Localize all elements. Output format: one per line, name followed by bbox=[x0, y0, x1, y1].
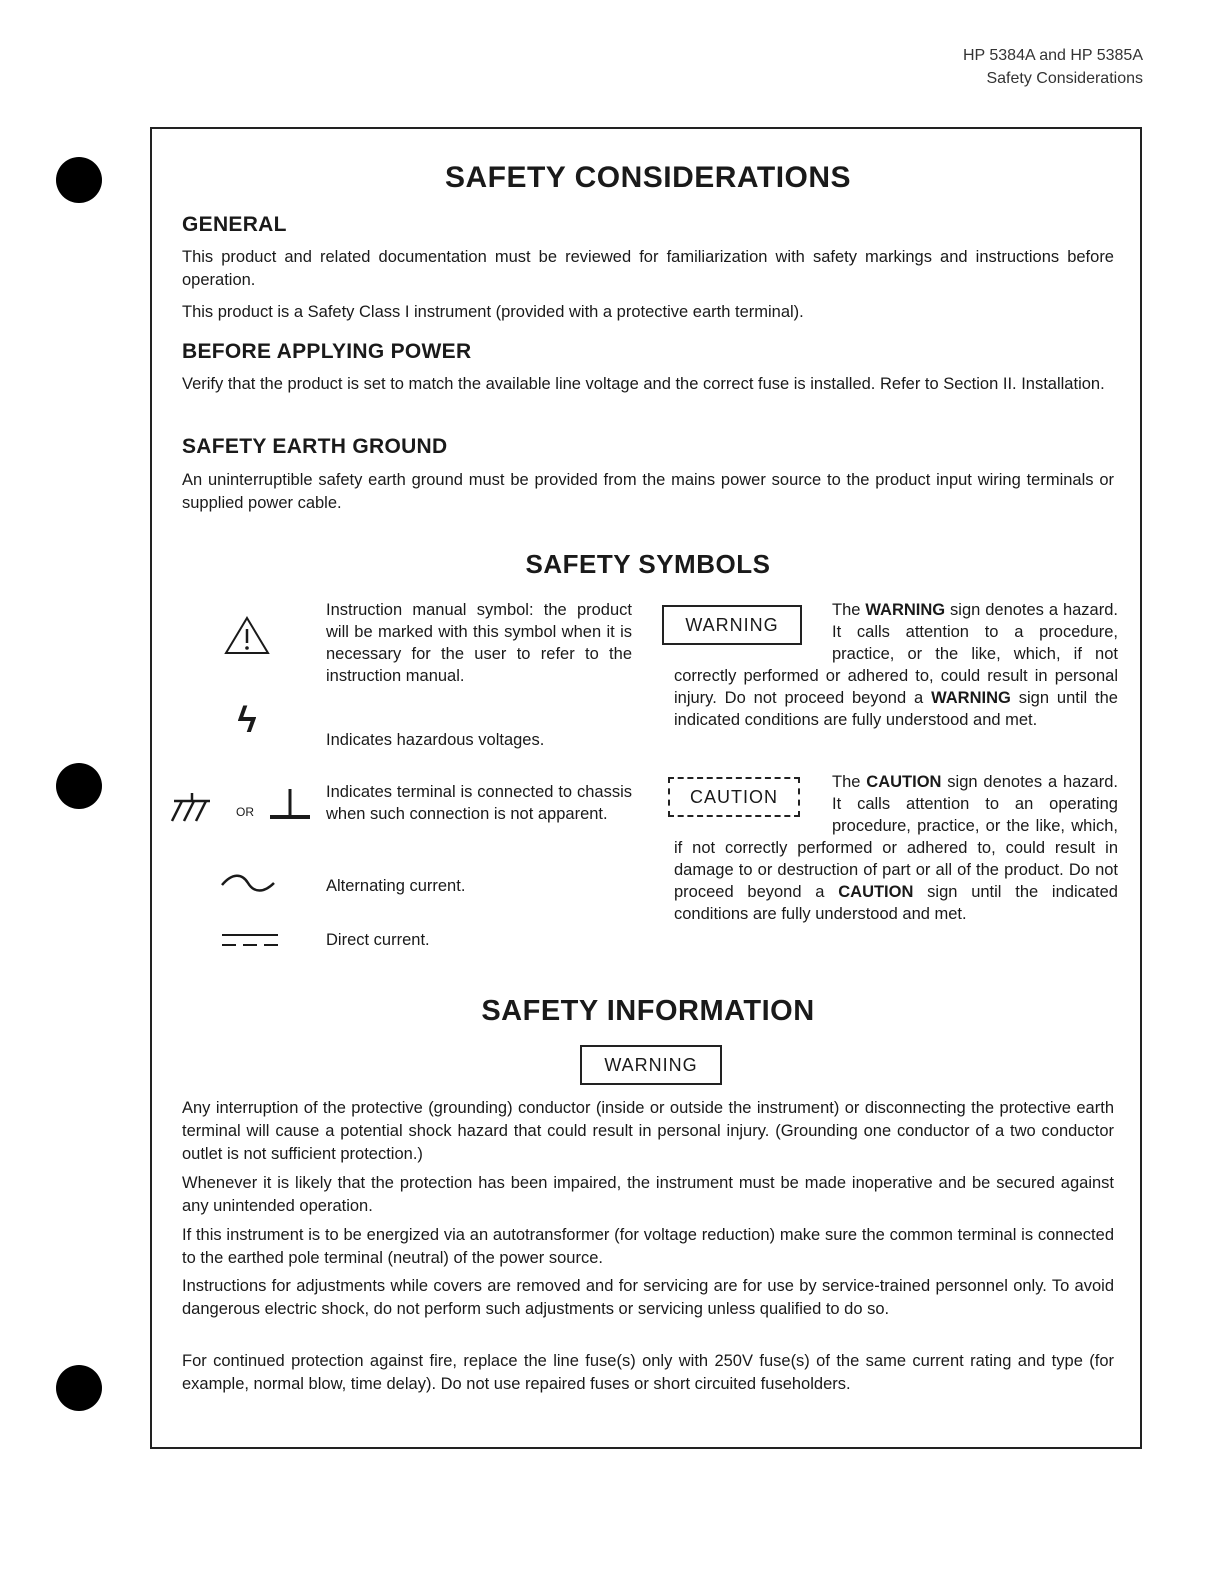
info-paragraph-3: If this instrument is to be energized via an autotransformer (for voltage reduction) make sure the common terminal is connected to the earthed pole terminal (neutral) of the power source. bbox=[182, 1226, 1114, 1267]
info-paragraph-2: Whenever it is likely that the protection has been impaired, the instrument must be made inoperative and be secured against any unintended operation. bbox=[182, 1174, 1114, 1215]
direct-current-icon bbox=[220, 931, 280, 956]
header-section: Safety Considerations bbox=[986, 70, 1143, 87]
page-title: SAFETY CONSIDERATIONS bbox=[444, 161, 852, 194]
general-paragraph-1: This product and related documentation must be reviewed for familiarization with safety markings and instructions before operation. bbox=[182, 248, 1114, 289]
symbol-text-chassis: Indicates terminal is connected to chassis when such connection is not apparent. bbox=[326, 783, 632, 823]
lightning-bolt-icon: ϟ bbox=[237, 699, 257, 740]
symbol-row-hazard bbox=[182, 699, 642, 749]
chassis-ground-icon bbox=[170, 793, 214, 830]
general-heading: GENERAL bbox=[182, 213, 287, 236]
binder-hole-bottom bbox=[56, 1365, 102, 1411]
earth-ground-paragraph: An uninterruptible safety earth ground must be provided from the mains power source to the product input wiring terminals or supplied power cable. bbox=[182, 471, 1114, 512]
symbol-row-dc bbox=[182, 929, 642, 959]
caution-bold: CAUTION bbox=[866, 773, 942, 791]
info-paragraph-4: Instructions for adjustments while covers are removed and for servicing are for use by service-trained personnel only. To avoid dangerous electric shock, do not perform such adjustments or servicing unless qualified to do so. bbox=[182, 1277, 1114, 1318]
safety-page-frame bbox=[150, 127, 1142, 1449]
earth-ground-heading: SAFETY EARTH GROUND bbox=[182, 435, 448, 458]
before-power-paragraph: Verify that the product is set to match the available line voltage and the correct fuse is installed. Refer to Section II. Installation. bbox=[182, 375, 1105, 393]
binder-hole-middle bbox=[56, 763, 102, 809]
warning-bold: WARNING bbox=[865, 601, 946, 619]
symbol-text-hazard: Indicates hazardous voltages. bbox=[326, 731, 545, 749]
binder-hole-top bbox=[56, 157, 102, 203]
symbol-row-manual bbox=[182, 599, 642, 699]
symbol-text-manual: Instruction manual symbol: the product will be marked with this symbol when it is necessary for the user to refer to the instruction manual. bbox=[326, 601, 632, 685]
symbol-text-ac: Alternating current. bbox=[326, 877, 466, 895]
alternating-current-icon bbox=[218, 871, 278, 900]
page-header bbox=[963, 44, 1143, 90]
symbols-heading: SAFETY SYMBOLS bbox=[525, 549, 771, 579]
caution-sign-box: CAUTION bbox=[668, 777, 800, 817]
general-paragraph-2: This product is a Safety Class I instrument (provided with a protective earth terminal). bbox=[182, 303, 804, 321]
info-warning-box: WARNING bbox=[580, 1045, 722, 1085]
or-label: OR bbox=[236, 805, 254, 819]
earth-ground-icon bbox=[268, 787, 312, 828]
symbol-row-chassis bbox=[182, 781, 642, 851]
info-heading: SAFETY INFORMATION bbox=[481, 995, 815, 1027]
caution-description: The CAUTION sign denotes a hazard. It calls attention to an operating procedure, practice, or the like, which, if not correctly performed or adhered to, could result in damage to or destruction of part or all of the product. Do not proceed beyond a CAUTION sign until the indicated conditions are fully understood and met. bbox=[674, 773, 1118, 923]
header-model: HP 5384A and HP 5385A bbox=[963, 47, 1143, 64]
symbol-row-ac bbox=[182, 875, 642, 905]
before-power-heading: BEFORE APPLYING POWER bbox=[182, 340, 472, 363]
warning-sign-box: WARNING bbox=[662, 605, 802, 645]
warning-description: The WARNING sign denotes a hazard. It calls attention to a procedure, practice, or the like, which, if not correctly performed or adhered to, could result in personal injury. Do not proceed beyond a WARNING sign until the indicated conditions are fully understood and met. bbox=[674, 601, 1118, 729]
warning-triangle-icon bbox=[222, 615, 272, 660]
symbol-text-dc: Direct current. bbox=[326, 931, 430, 949]
info-paragraph-5: For continued protection against fire, replace the line fuse(s) only with 250V fuse(s) of the same current rating and type (for example, normal blow, time delay). Do not use repaired fuses or short circuited fuseholders. bbox=[182, 1352, 1114, 1393]
info-paragraph-1: Any interruption of the protective (grounding) conductor (inside or outside the instrument) or disconnecting the protective earth terminal will cause a potential shock hazard that could result in personal injury. (Grounding one conductor of a two conductor outlet is not sufficient protection.) bbox=[182, 1099, 1114, 1163]
